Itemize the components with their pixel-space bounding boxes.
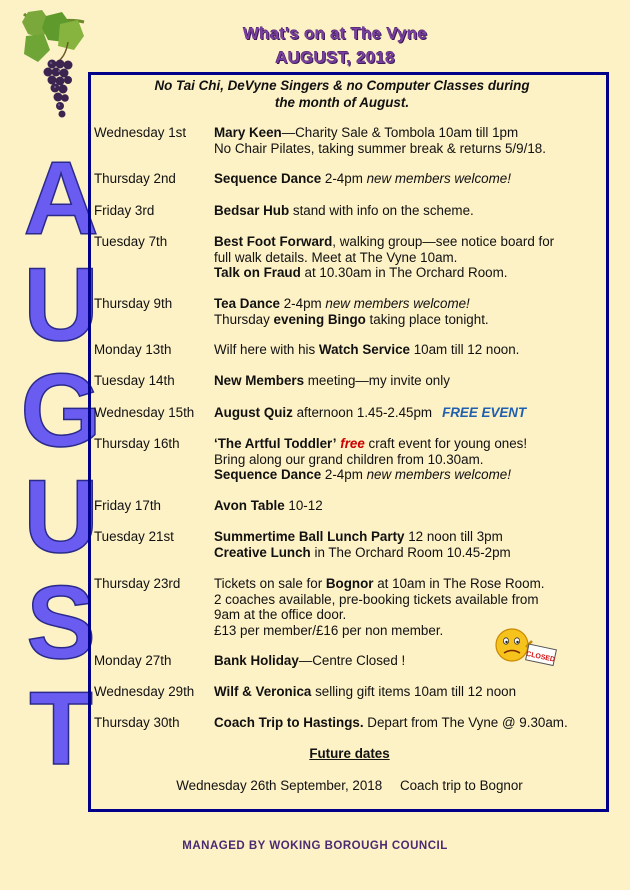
page-subtitle: AUGUST, 2018 <box>275 48 395 67</box>
notice <box>92 77 592 111</box>
grape-vine-icon <box>22 10 86 125</box>
august-vertical-letters <box>20 140 102 800</box>
event-description: Sequence Dance 2-4pm new members welcome! <box>214 171 511 186</box>
free-event-badge: FREE EVENT <box>442 405 527 420</box>
event-day: Thursday 9th <box>94 296 173 311</box>
event-day: Monday 27th <box>94 653 172 668</box>
event-description: August Quiz afternoon 1.45-2.45pm FREE EVENT <box>214 405 527 420</box>
event-day: Thursday 23rd <box>94 576 181 591</box>
letter-u: U <box>23 247 99 363</box>
letter-t: T <box>29 671 93 787</box>
event-description: Bedsar Hub stand with info on the scheme. <box>214 203 474 218</box>
notice-line: the month of August. <box>274 95 410 110</box>
event-description: Bank Holiday—Centre Closed ! <box>214 653 406 668</box>
future-date-row <box>92 778 607 793</box>
future-dates-heading: Future dates <box>309 746 390 761</box>
event-day: Wednesday 1st <box>94 125 187 140</box>
letter-g: G <box>20 353 102 469</box>
event-description: Tickets on sale for Bognor at 10am in The Rose Room. 2 coaches available, pre-booking tickets available from 9am at the office door. £13 per member/£16 per non member. <box>214 576 545 638</box>
event-description: Tea Dance 2-4pm new members welcome! Thursday evening Bingo taking place tonight. <box>214 296 489 327</box>
event-description: New Members meeting—my invite only <box>214 373 450 388</box>
letter-s: S <box>26 565 96 681</box>
future-date: Wednesday 26th September, 2018 <box>176 778 383 793</box>
event-description: Avon Table 10-12 <box>214 498 323 513</box>
footer: MANAGED BY WOKING BOROUGH COUNCIL <box>182 840 448 852</box>
event-day: Friday 3rd <box>94 203 155 218</box>
event-description: Wilf & Veronica selling gift items 10am till 12 noon <box>214 684 517 699</box>
notice-line: No Tai Chi, DeVyne Singers & no Computer Classes during <box>154 78 530 93</box>
page-title: What's on at The Vyne <box>242 24 428 43</box>
future-event: Coach trip to Bognor <box>399 778 523 793</box>
event-description: Mary Keen—Charity Sale & Tombola 10am till 1pm No Chair Pilates, taking summer break & returns 5/9/18. <box>214 125 546 156</box>
event-description: Coach Trip to Hastings. Depart from The Vyne @ 9.30am. <box>214 715 568 730</box>
event-day: Thursday 16th <box>94 436 180 451</box>
event-day: Tuesday 7th <box>94 234 168 249</box>
event-day: Thursday 30th <box>94 715 180 730</box>
event-day: Friday 17th <box>94 498 161 513</box>
event-day: Monday 13th <box>94 342 172 357</box>
event-day: Tuesday 21st <box>94 529 174 544</box>
event-day: Wednesday 29th <box>94 684 195 699</box>
letter-u: U <box>23 459 99 575</box>
svg-text:CLOSED: CLOSED <box>525 650 556 664</box>
event-description: ‘The Artful Toddler’ free craft event for young ones! Bring along our grand children from 10.30am. Sequence Dance 2-4pm new members welcome! <box>214 436 528 482</box>
event-day: Tuesday 14th <box>94 373 175 388</box>
event-day: Wednesday 15th <box>94 405 195 420</box>
event-description: Best Foot Forward, walking group—see notice board for full walk details. Meet at The Vyne 10am. Talk on Fraud at 10.30am in The Orchard Room. <box>214 234 555 280</box>
event-description: Summertime Ball Lunch Party 12 noon till 3pm Creative Lunch in The Orchard Room 10.45-2pm <box>214 529 511 560</box>
event-day: Thursday 2nd <box>94 171 176 186</box>
letter-a: A <box>23 141 99 257</box>
event-description: Wilf here with his Watch Service 10am till 12 noon. <box>214 342 520 357</box>
